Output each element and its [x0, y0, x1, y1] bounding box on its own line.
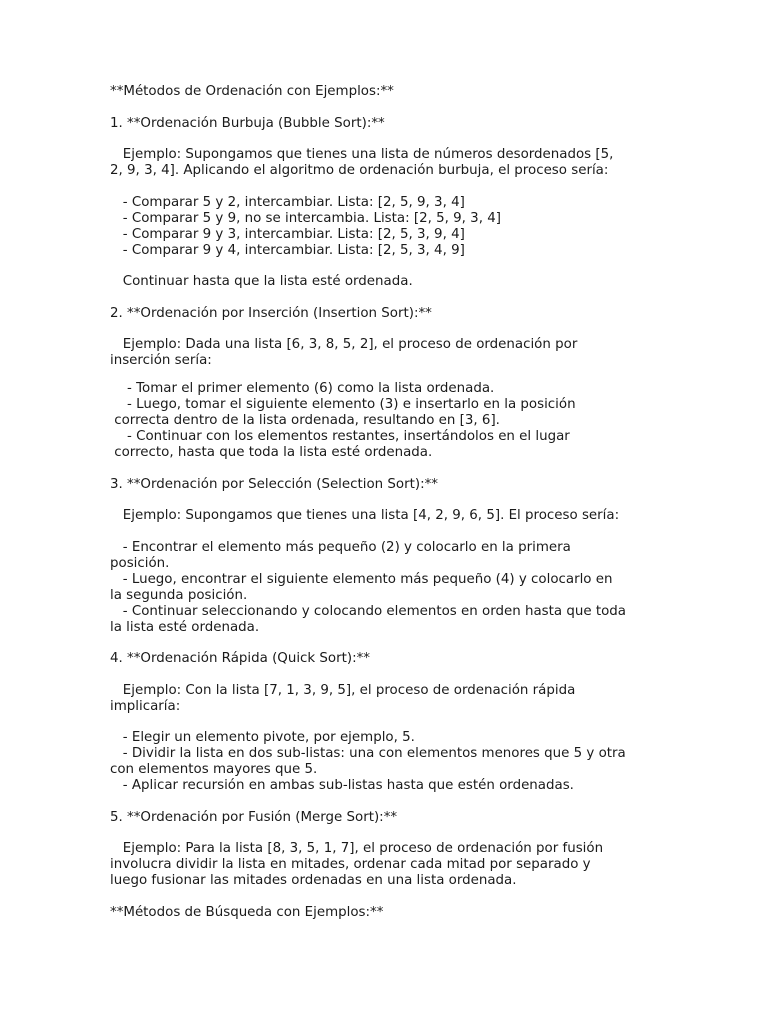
list-item: - Comparar 9 y 4, intercambiar. Lista: [2, 5, 3, 4, 9] — [110, 242, 465, 258]
paragraph-line: involucra dividir la lista en mitades, ordenar cada mitad por separado y — [110, 857, 591, 872]
paragraph-line: Ejemplo: Con la lista [7, 1, 3, 9, 5], el proceso de ordenación rápida — [110, 682, 576, 698]
list-item: - Luego, tomar el siguiente elemento (3) e insertarlo en la posición — [110, 397, 576, 412]
section-heading-insertion-sort: 2. **Ordenación por Inserción (Insertion Sort):** — [110, 305, 432, 321]
list-item: - Comparar 5 y 9, no se intercambia. Lista: [2, 5, 9, 3, 4] — [110, 210, 501, 226]
paragraph-line: Ejemplo: Dada una lista [6, 3, 8, 5, 2], el proceso de ordenación por — [110, 337, 578, 352]
list-item: - Elegir un elemento pivote, por ejemplo, 5. — [110, 730, 415, 745]
list-item: correcta dentro de la lista ordenada, resultando en [3, 6]. — [110, 413, 500, 428]
section-heading-quick-sort: 4. **Ordenación Rápida (Quick Sort):** — [110, 651, 370, 666]
paragraph-line: Ejemplo: Supongamos que tienes una lista [4, 2, 9, 6, 5]. El proceso sería: — [110, 508, 620, 523]
section-heading-merge-sort: 5. **Ordenación por Fusión (Merge Sort):** — [110, 809, 398, 825]
section-heading-selection-sort: 3. **Ordenación por Selección (Selection Sort):** — [110, 476, 438, 492]
list-item: - Continuar con los elementos restantes, insertándolos en el lugar — [110, 429, 570, 444]
paragraph-line: 2, 9, 3, 4]. Aplicando el algoritmo de ordenación burbuja, el proceso sería: — [110, 163, 609, 178]
list-item: con elementos mayores que 5. — [110, 762, 318, 777]
document-page — [110, 84, 670, 921]
paragraph-line: Ejemplo: Para la lista [8, 3, 5, 1, 7], el proceso de ordenación por fusión — [110, 841, 604, 856]
paragraph-line: luego fusionar las mitades ordenadas en una lista ordenada. — [110, 873, 517, 888]
list-item: - Tomar el primer elemento (6) como la lista ordenada. — [110, 381, 495, 396]
list-item: la lista esté ordenada. — [110, 619, 260, 635]
paragraph-line: Continuar hasta que la lista esté ordenada. — [110, 274, 413, 289]
list-item: - Aplicar recursión en ambas sub-listas hasta que estén ordenadas. — [110, 778, 574, 793]
paragraph-line: Ejemplo: Supongamos que tienes una lista de números desordenados [5, — [110, 147, 614, 162]
paragraph-line: implicaría: — [110, 698, 181, 714]
document-title: **Métodos de Ordenación con Ejemplos:** — [110, 84, 394, 99]
list-item: - Luego, encontrar el siguiente elemento más pequeño (4) y colocarlo en — [110, 571, 613, 587]
list-item: la segunda posición. — [110, 587, 248, 603]
list-item: - Comparar 9 y 3, intercambiar. Lista: [2, 5, 3, 9, 4] — [110, 226, 465, 242]
list-item: - Comparar 5 y 2, intercambiar. Lista: [2, 5, 9, 3, 4] — [110, 194, 465, 210]
search-methods-title: **Métodos de Búsqueda con Ejemplos:** — [110, 904, 384, 920]
paragraph-line: inserción sería: — [110, 353, 212, 368]
list-item: - Encontrar el elemento más pequeño (2) y colocarlo en la primera — [110, 539, 571, 555]
list-item: - Dividir la lista en dos sub-listas: una con elementos menores que 5 y otra — [110, 746, 626, 761]
section-heading-bubble-sort: 1. **Ordenación Burbuja (Bubble Sort):** — [110, 115, 385, 131]
list-item: posición. — [110, 555, 170, 571]
list-item: correcto, hasta que toda la lista esté ordenada. — [110, 445, 433, 460]
list-item: - Continuar seleccionando y colocando elementos en orden hasta que toda — [110, 603, 626, 619]
